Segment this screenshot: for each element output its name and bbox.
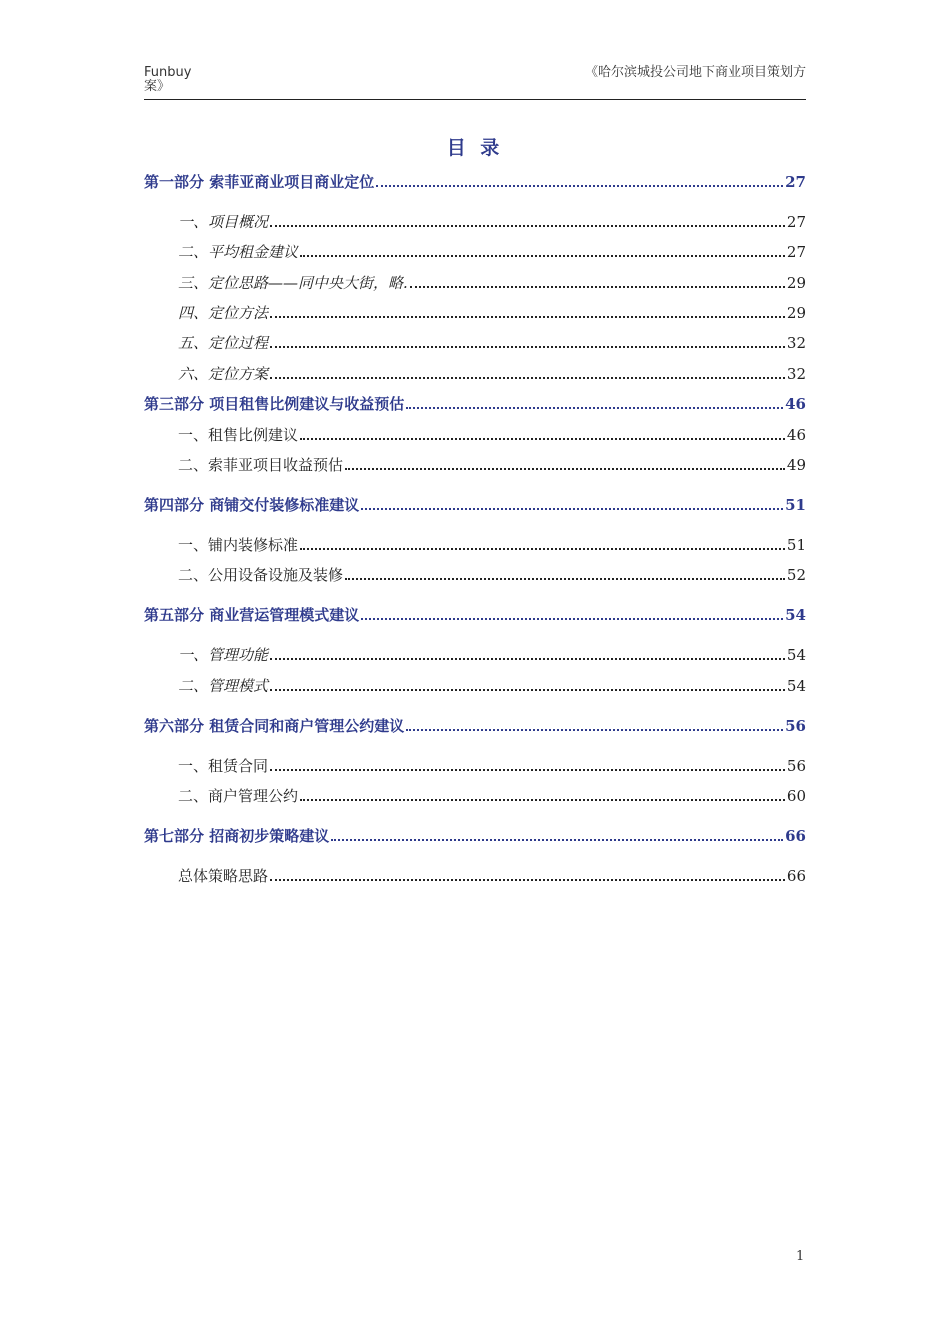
toc-entry-label: 六、定位方案 [178,365,269,383]
toc-entry-page: 66 [785,827,806,845]
toc-leader-dots [300,547,785,550]
toc-entry-label: 五、定位过程 [178,334,269,352]
toc-entry-label: 第三部分 项目租售比例建议与收益预估 [144,395,405,413]
toc-sub-entry[interactable] [144,423,806,445]
toc-entry-label: 第一部分 索菲亚商业项目商业定位 [144,173,375,191]
toc-leader-dots [270,315,785,318]
toc-leader-dots [406,406,783,409]
toc-entry-label: 第六部分 租赁合同和商户管理公约建议 [144,717,405,735]
toc-leader-dots [406,728,783,731]
toc-sub-entry[interactable] [144,864,806,886]
toc-entry-label: 三、定位思路——同中央大街，略. [178,274,408,292]
toc-sub-entry[interactable] [144,453,806,475]
toc-leader-dots [270,376,785,379]
toc-sub-entry[interactable] [144,784,806,806]
toc-part-entry[interactable] [144,824,806,846]
toc-entry-page: 66 [786,867,806,885]
toc-sub-entry[interactable] [144,754,806,776]
toc-entry-page: 27 [785,173,806,191]
toc-title: 目 录 [446,137,504,159]
toc-entry-label: 二、平均租金建议 [178,243,299,261]
toc-entry-label: 第四部分 商铺交付装修标准建议 [144,496,360,514]
toc-entry-label: 二、管理模式 [178,677,269,695]
toc-entry-label: 第五部分 商业营运管理模式建议 [144,606,360,624]
toc-sub-entry[interactable] [144,563,806,585]
toc-entry-page: 51 [786,536,806,554]
toc-entry-page: 51 [785,496,806,514]
toc-entry-label: 一、项目概况 [178,213,269,231]
toc-sub-entry[interactable] [144,362,806,384]
toc-entry-label: 一、铺内装修标准 [178,536,299,554]
toc-sub-entry[interactable] [144,533,806,555]
toc-entry-label: 第七部分 招商初步策略建议 [144,827,330,845]
toc-leader-dots [270,657,785,660]
toc-leader-dots [300,437,785,440]
toc-sub-entry[interactable] [144,210,806,232]
toc-leader-dots [270,688,785,691]
toc-leader-dots [300,798,785,801]
toc-sub-entry[interactable] [144,271,806,293]
toc-entry-page: 29 [786,274,806,292]
toc-entry-label: 一、租售比例建议 [178,426,299,444]
toc-entry-page: 52 [786,566,806,584]
toc-entry-page: 54 [786,646,806,664]
toc-entry-label: 一、管理功能 [178,646,269,664]
toc-entry-page: 46 [785,395,806,413]
toc-entry-label: 二、索菲亚项目收益预估 [178,456,344,474]
toc-leader-dots [300,254,785,257]
toc-leader-dots [361,507,783,510]
toc-entry-label: 一、租赁合同 [178,757,269,775]
page-header [144,66,806,100]
toc-entry-page: 46 [786,426,806,444]
toc-part-entry[interactable] [144,493,806,515]
toc-entry-label: 总体策略思路 [178,867,269,885]
toc-sub-entry[interactable] [144,240,806,262]
toc-leader-dots [270,224,785,227]
toc-leader-dots [410,285,785,288]
header-left-line1: Funbuy [144,65,192,80]
header-left-line2: 案》 [144,79,171,94]
toc-entry-page: 56 [786,757,806,775]
toc-entry-page: 29 [786,304,806,322]
toc-entry-label: 二、商户管理公约 [178,787,299,805]
toc-leader-dots [331,838,783,841]
toc-leader-dots [376,184,783,187]
toc-entry-page: 54 [786,677,806,695]
toc-leader-dots [345,577,785,580]
toc-entry-page: 27 [786,243,806,261]
toc-entry-page: 49 [786,456,806,474]
toc-leader-dots [270,345,785,348]
toc-leader-dots [270,878,785,881]
toc-entry-page: 54 [785,606,806,624]
toc-entry-page: 56 [785,717,806,735]
toc-leader-dots [345,467,785,470]
toc-sub-entry[interactable] [144,674,806,696]
toc-sub-entry[interactable] [144,301,806,323]
toc-part-entry[interactable] [144,170,806,192]
toc-entry-page: 60 [786,787,806,805]
toc-entry-page: 32 [786,365,806,383]
toc-part-entry[interactable] [144,714,806,736]
toc-leader-dots [361,617,783,620]
toc-entry-label: 四、定位方法 [178,304,269,322]
page-number: 1 [796,1249,805,1264]
toc-sub-entry[interactable] [144,643,806,665]
header-right: 《哈尔滨城投公司地下商业项目策划方 [584,65,806,80]
toc-part-entry[interactable] [144,603,806,625]
toc-part-entry[interactable] [144,392,806,414]
toc-entry-page: 27 [786,213,806,231]
header-left [144,66,191,94]
toc-sub-entry[interactable] [144,331,806,353]
toc-entry-label: 二、公用设备设施及装修 [178,566,344,584]
toc-entry-page: 32 [786,334,806,352]
toc-leader-dots [270,768,785,771]
